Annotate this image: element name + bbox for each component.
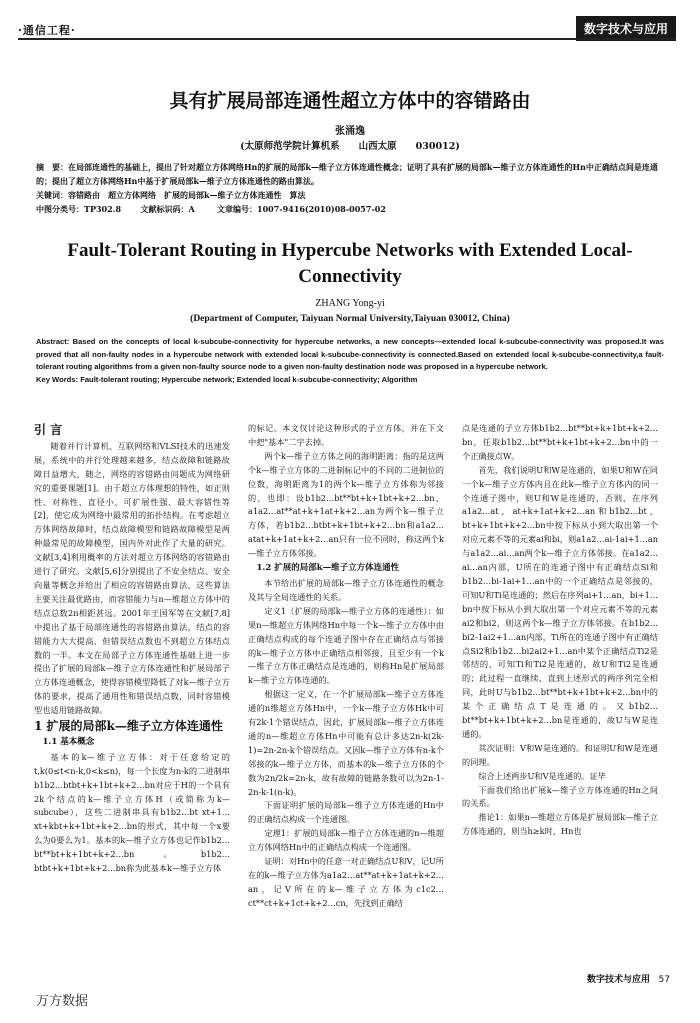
paragraph: 定理1：扩展的局部k—维子立方体连通的n—维超立方体网络Hn中的正确结点构成一个连通图。 xyxy=(248,828,444,853)
abstract-text: 在局部连通性的基础上，提出了针对超立方体网络Hn的扩展的局部k—维子立方体连通性概念；证明了具有扩展的局部k—维子立方体连通性的Hn中正确结点间是连通的；提出了超立方体网络Hn中基于扩展局部k—维子立方体连通性的路由算法。 xyxy=(36,162,658,186)
title-english: Fault-Tolerant Routing in Hypercube Networks with Extended Local-Connectivity xyxy=(67,240,633,287)
keywords-text: 容错路由 超立方体网络 扩展的局部k—维子立方体连通性 算法 xyxy=(68,190,306,200)
keywords-en-label: Key Words: xyxy=(36,374,79,384)
column-2 xyxy=(248,422,444,1002)
paragraph: 点是连通的子立方体b1b2…bt**bt+k+1bt+k+2…bn，任取b1b2…bt**bt+k+1bt+k+2…bn中的一个正确接点W。 xyxy=(462,423,658,461)
doc-code-value: A xyxy=(188,204,195,214)
subsection-heading-1-2: 1.2 扩展的局部k—维子立方体连通性 xyxy=(256,563,400,574)
abstract-label: 摘 要： xyxy=(36,162,68,172)
body-columns xyxy=(34,422,672,1002)
abstract-en-text: Based on the concepts of local k-subcube-connectivity for hypercube networks, a new concepts—extended local k-subcube-connectivity was proposed.It was proved that all non-faulty nodes in a hypercube network with extended local k-subcube-connectivity is connected.Based on extended local k-subcube-connectivity,a fault-tolerant routing algorithms from a given non-faulty source node to a given non-faulty destination node was proposed in a hypercube network. xyxy=(36,337,664,372)
journal-section-label: ·通信工程· xyxy=(18,24,76,37)
abstract-english xyxy=(36,336,664,386)
subsection-heading-1-1: 1.1 基本概念 xyxy=(42,736,95,747)
column-badge: 数字技术与应用 xyxy=(576,16,676,41)
article-no-label: 文章编号： xyxy=(217,204,258,214)
abstract-chinese xyxy=(36,160,664,216)
paragraph: 随着并行计算机、互联网络和VLSI技术的迅速发展，系统中的并行处理越来越多，结点故障和链路故障日益增大，随之，网络的容错路由问题成为网络研究的重要课题[1]。由于超立方体理想的特性，如正则性、对称性、直径小、可扩展性强、最大容错性等[2]，使它成为网络中最常用的拓扑结构。在考虑超立方体网络故障时，结点故障模型和链路故障模型是两种最常见的故障模型，国内外对此作了大量的研究。文献[3,4]利用概率的方法对超立方体网络的容错路由进行了研究。文献[5,6]分别提出了不安全结点、安全向量等概念并给出了相应的容错路由算法，这些算法主要关注最优路由，而容错能力与n—维超立方体中的结点总数2n相距甚远。2001年王国军等在文献[7,8]中提出了基于局部连通性的容错路由算法，结点的容错能力大大提高，但错误结点数也不到超立方体结点数的一半。本文在局部子立方体连通性基础上进一步提出了扩展的局部k—维子立方体连通性和扩展局部子立方体连通概念，使得容错模型降低了对k—维子立方体的要求，提高了通用性和错误结点数，同时容错模型也适用链路故障。 xyxy=(34,440,230,716)
section-heading-intro: 引 言 xyxy=(34,423,63,437)
paragraph: 首先，我们说明U和W是连通的，如果U和W在同一个k—维子立方体内且在此k—维子立方体内的同一个连通子图中，则U和W是连通的，否则，在序列a1a2…at，at+k+1at+k+2…an和b1b2…bt，bt+k+1bt+k+2…bn中按下标从小到大取出第一个对应元素不等的元素ai和bi，则a1a2…ai-1ai+1…an与a1a2…ai…an两个k—维子立方体邻接。在a1a2…ai…an内部，U所在的连通子图中有正确结点Si和b1b2…bi-1ai+1…an中的一个正确结点是邻接的，可知U和Ti是连通的；然后在序列ai+1…an，bi+1…bn中按下标从小到大取出第一个对应元素不等的元素ai2和bi2，则这两个k—维子立方体邻接。在b1b2…bi2-1ai2+1…an内部，Ti所在的连通子图中有正确结点Si2和b1b2…bi2ai2+1…an中某个正确结点Ti2是邻结的，可知Ti和Ti2是连通的，故U和Ti2是连通的；此过程一直继续，直到上述形式的两序列完全相同，此时U与b1b2…bt**bt+k+1bt+k+2…bn中的某个正确结点T是连通的。又b1b2…bt**bt+k+1bt+k+2…bn是连通的，故U与W是连通的。 xyxy=(462,464,658,739)
clc-label: 中图分类号： xyxy=(36,204,84,214)
paragraph: 两个k—维子立方体之间的海明距离：指的是这两个k—维子立方体的二进制标记中的不同的二进制位的位数，海明距离为1的两个k—维子立方体称为邻接的，也即：设b1b2…bt**bt+k+1bt+k+2…bn、a1a2…at**at+k+1at+k+2…an为两个k—维子立方体，若b1b2…btbt+k+1bt+k+2…bn和a1a2…atat+k+1at+k+2…an只有一位不同时，称这两个k—维子立方体邻接。 xyxy=(248,450,444,559)
section-heading-1: 1 扩展的局部k—维子立方体连通性 xyxy=(34,719,223,734)
paragraph: 根据这一定义，在一个扩展局部k—维子立方体连通的n维超立方体Hn中，一个k—维子立方体Hk中可有2k-1个错误结点，因此，扩展局部k—维子立方体连通的n—维超立方体Hn中可能有总计多达2n-k(2k-1)=2n-2n-k个错误结点。又因k—维子立方体有n-k个邻接的k—维子立方体，而基本的k—维子立方体的个数为2n/2k=2n-k，故有故障的链路条数可以为2n-1-2n-k-1(n-k)。 xyxy=(248,689,444,797)
affiliation-chinese: (太原师范学院计算机系 山西太原 030012) xyxy=(240,141,460,152)
keywords-label: 关键词： xyxy=(36,190,68,200)
paragraph: 本节给出扩展的局部k—维子立方体连通性的概念及其与全局连通性的关系。 xyxy=(248,577,444,602)
doc-code-label: 文献标识码： xyxy=(140,204,189,214)
paragraph: 的标记。本文仅讨论这种形式的子立方体，并在下文中把"基本"二字去掉。 xyxy=(248,423,444,447)
watermark-label: 万方数据 xyxy=(36,994,89,1009)
paragraph: 综合上述两步U和V是连通的。证毕 xyxy=(478,770,606,781)
clc-value: TP302.8 xyxy=(84,204,122,214)
column-1 xyxy=(34,422,230,1002)
article-no-value: 1007-9416(2010)08-0057-02 xyxy=(257,204,386,214)
paragraph: 定义1（扩展的局部k—维子立方体的连通性）：如果n—维超立方体网络Hn中每一个k—维子立方体中由正确结点构成的每个连通子图中存在正确结点与邻接的k—维子立方体中正确结点相邻接，且至少有一个k—维子立方体正确结点是连通的，则称Hn是扩展局部k—维子立方体连通的。 xyxy=(248,605,444,686)
author-english: ZHANG Yong-yi xyxy=(315,298,385,309)
paragraph: 下面我们给出扩展k—维子立方体连通的Hn之间的关系。 xyxy=(462,784,658,809)
title-chinese: 具有扩展局部连通性超立方体中的容错路由 xyxy=(169,90,531,112)
paragraph: 基本的k—维子立方体：对于任意给定的t,k(0≤t<n-k,0<k≤n)，每一个长度为n-k的二进制串b1b2…btbt+k+1bt+k+2…bn对应于H的一个具有2k个结点的k—维子立方体H（或简称为k—subcube），这些二进制串具有b1b2…bt xt+1…xt+kbt+k+1bt+k+2…bn的形式，其中每一个x要么为0要么为1。基本的k—维子立方体也记作b1b2…bt**bt+k+1bt+k+2…bn。b1b2…btbt+k+1bt+k+2…bn称为此基本k—维子立方体 xyxy=(34,751,230,874)
column-3 xyxy=(462,422,658,1002)
abstract-en-label: Abstract: xyxy=(36,337,70,346)
paragraph: 推论1：如果n—维超立方体是扩展局部k—维子立方体连通的，则当h≥k时，Hn也 xyxy=(462,812,658,837)
header-rule xyxy=(18,38,676,40)
paragraph: 下面证明扩展的局部k—维子立方体连通的Hn中的正确结点构成一个连通图。 xyxy=(248,800,444,825)
footer-journal: 数字技术与应用 xyxy=(586,975,650,985)
keywords-en-text: Fault-tolerant routing; Hypercube network; Extended local k-subcube-connectivity; Algorithm xyxy=(80,374,418,384)
affiliation-english: (Department of Computer, Taiyuan Normal University,Taiyuan 030012, China) xyxy=(190,314,510,324)
author-chinese: 张涌逸 xyxy=(335,126,365,137)
paragraph: 证明：对Hn中的任意一对正确结点U和V，记U所在的k—维子立方体为a1a2…at**at+k+1at+k+2…an，记V所在的k—维子立方体为c1c2…ct**ct+k+1ct+k+2…cn，先找到正确结 xyxy=(248,856,444,908)
paragraph: 其次证明：V和W是连通的。和证明U和W是连通的同理。 xyxy=(462,742,658,767)
page-number: 57 xyxy=(658,975,670,985)
